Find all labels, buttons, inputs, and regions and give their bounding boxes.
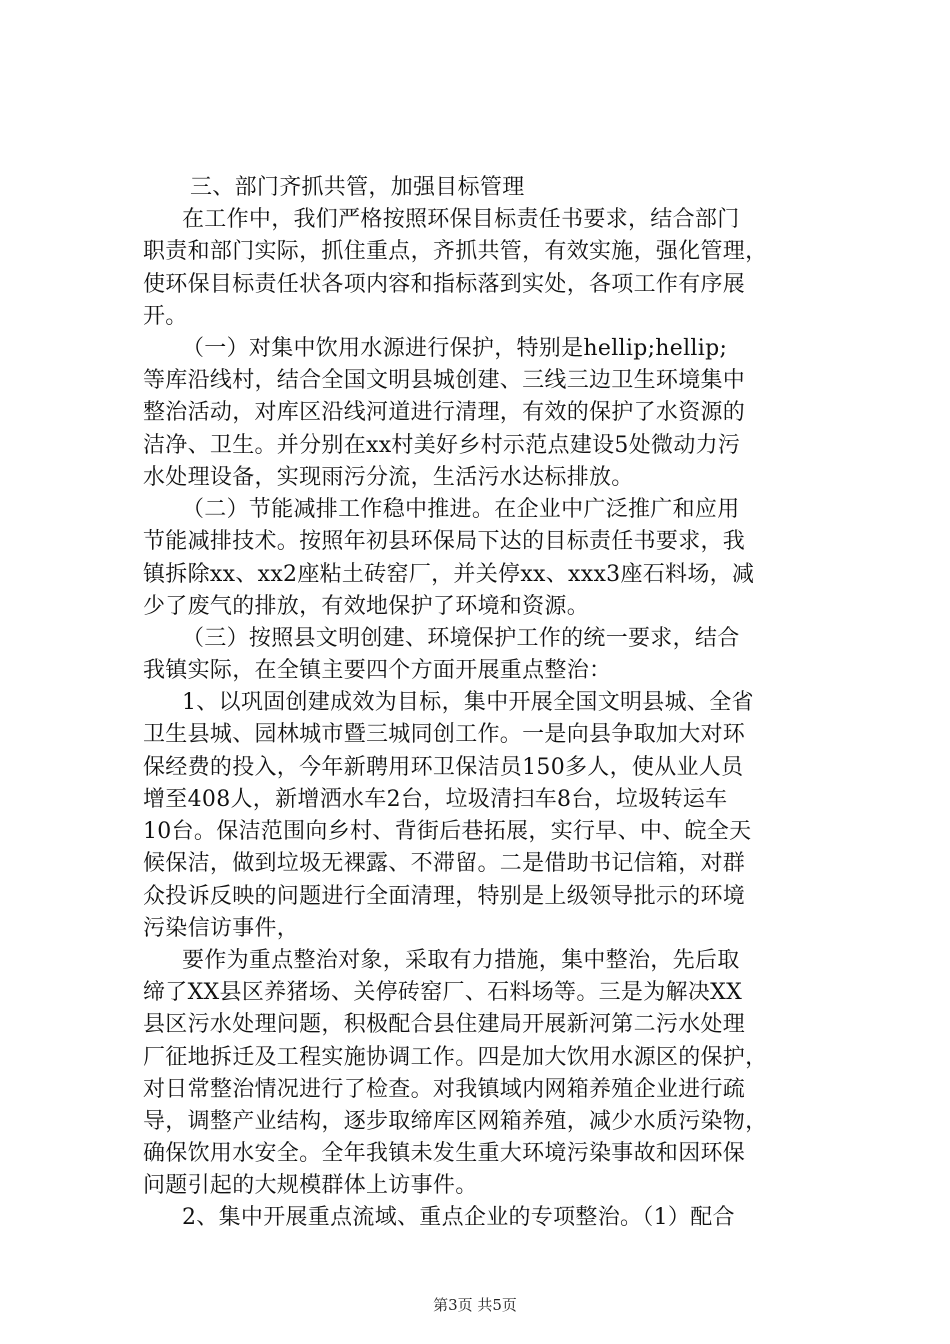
paragraph-line: 对日常整治情况进行了检查。对我镇域内网箱养殖企业进行疏 (143, 1077, 746, 1102)
paragraph-line: 众投诉反映的问题进行全面清理，特别是上级领导批示的环境 (143, 884, 746, 909)
paragraph-line: 问题引起的大规模群体上访事件。 (143, 1173, 478, 1198)
section-heading: 三、部门齐抓共管，加强目标管理 (190, 175, 525, 200)
paragraph-line: 整治活动，对库区沿线河道进行清理，有效的保护了水资源的 (143, 400, 746, 425)
paragraph-line: 少了废气的排放，有效地保护了环境和资源。 (143, 594, 590, 619)
paragraph-line: 导，调整产业结构，逐步取缔库区网箱养殖，减少水质污染物， (143, 1109, 768, 1134)
paragraph-line: 确保饮用水安全。全年我镇未发生重大环境污染事故和因环保 (143, 1141, 746, 1166)
paragraph-line: （二）节能减排工作稳中推进。在企业中广泛推广和应用 (182, 497, 740, 522)
paragraph-line: 2、集中开展重点流域、重点企业的专项整治。（1）配合 (182, 1205, 735, 1230)
paragraph-line: 要作为重点整治对象，采取有力措施，集中整治，先后取 (182, 948, 740, 973)
paragraph-line: 使环保目标责任状各项内容和指标落到实处，各项工作有序展 (143, 272, 746, 297)
paragraph-line: 候保洁，做到垃圾无裸露、不滞留。二是借助书记信箱，对群 (143, 851, 746, 876)
paragraph-line: 卫生县城、园林城市暨三城同创工作。一是向县争取加大对环 (143, 722, 746, 747)
paragraph-line: 10台。保洁范围向乡村、背街后巷拓展，实行早、中、皖全天 (143, 819, 752, 844)
paragraph-line: （三）按照县文明创建、环境保护工作的统一要求，结合 (182, 626, 740, 651)
paragraph-line: 污染信访事件， (143, 916, 300, 941)
paragraph-line: （一）对集中饮用水源进行保护，特别是hellip;hellip; (182, 336, 728, 361)
paragraph-line: 节能减排技术。按照年初县环保局下达的目标责任书要求，我 (143, 529, 746, 554)
paragraph-line: 县区污水处理问题，积极配合县住建局开展新河第二污水处理 (143, 1012, 746, 1037)
paragraph-line: 厂征地拆迁及工程实施协调工作。四是加大饮用水源区的保护， (143, 1045, 768, 1070)
paragraph-line: 1、以巩固创建成效为目标，集中开展全国文明县城、全省 (182, 690, 754, 715)
paragraph-line: 职责和部门实际，抓住重点，齐抓共管，有效实施，强化管理， (143, 239, 768, 264)
paragraph-line: 等库沿线村，结合全国文明县城创建、三线三边卫生环境集中 (143, 368, 746, 393)
paragraph-line: 开。 (143, 304, 188, 329)
page-number-footer: 第3页 共5页 (433, 1296, 517, 1314)
paragraph-line: 洁净、卫生。并分别在xx村美好乡村示范点建设5处微动力污 (143, 433, 741, 458)
paragraph-line: 增至408人，新增洒水车2台，垃圾清扫车8台，垃圾转运车 (143, 787, 728, 812)
paragraph-line: 镇拆除xx、xx2座粘土砖窑厂，并关停xx、xxx3座石料场，减 (143, 562, 755, 587)
paragraph-line: 保经费的投入，今年新聘用环卫保洁员150多人，使从业人员 (143, 755, 744, 780)
paragraph-line: 我镇实际，在全镇主要四个方面开展重点整治： (143, 658, 612, 683)
paragraph-line: 水处理设备，实现雨污分流，生活污水达标排放。 (143, 465, 634, 490)
paragraph-line: 在工作中，我们严格按照环保目标责任书要求，结合部门 (182, 207, 740, 232)
paragraph-line: 缔了XX县区养猪场、关停砖窑厂、石料场等。三是为解决XX (143, 980, 743, 1005)
